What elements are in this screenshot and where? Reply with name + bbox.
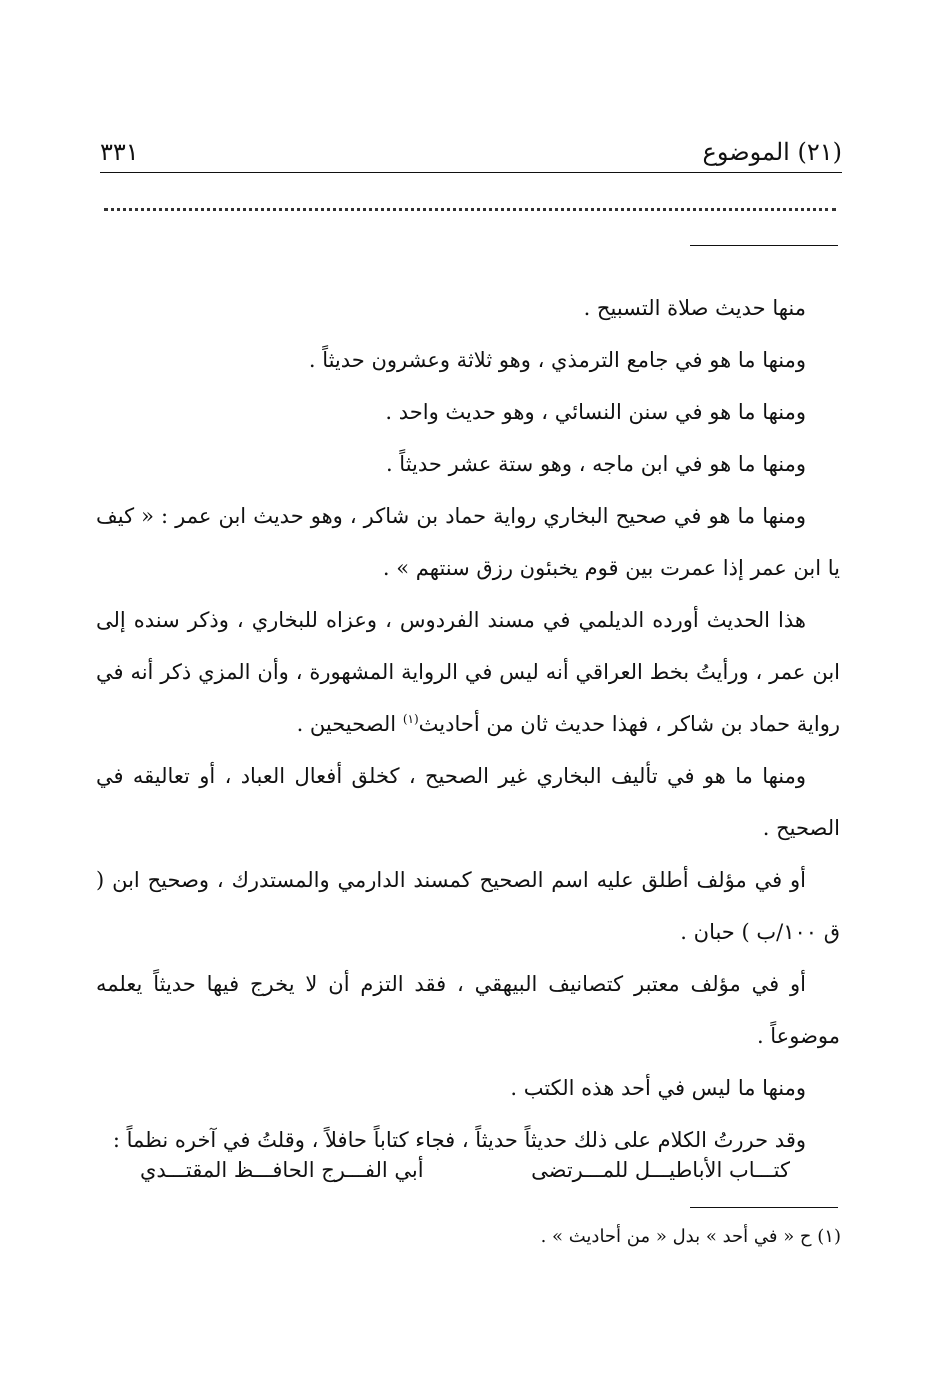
paragraph-6-end: الصحيحين . [296,712,403,736]
paragraph-7: ومنها ما هو في تأليف البخاري غير الصحيح ، كخلق أفعال العباد ، أو تعاليقه في الصحيح . [96,764,840,840]
running-header [100,138,842,174]
verse-second-hemistich: أبي الفـــرج الحافـــظ المقتـــدي [140,1158,424,1182]
paragraph-2: ومنها ما هو في جامع الترمذي ، وهو ثلاثة وعشرون حديثاً . [308,348,806,372]
paragraph-8: أو في مؤلف أطلق عليه اسم الصحيح كمسند الدارمي والمستدرك ، وصحيح ابن ( ق ١٠٠/ب ) حبان . [96,868,840,944]
paragraph-1: منها حديث صلاة التسبيح . [583,296,806,320]
header-rule [100,172,842,173]
paragraph-6-text: هذا الحديث أورده الديلمي في مسند الفردوس ، وعزاه للبخاري ، وذكر سنده إلى ابن عمر ، ورأيتُ بخط العراقي أنه ليس في الرواية المشهورة ، وأن المزي ذكر أنه في رواية حماد بن شاكر ، فهذا حديث ثان من أحاديث [96,608,840,736]
footnote: (١) ح « في أحد » بدل « من أحاديث » . [540,1226,841,1247]
paragraph-3: ومنها ما هو في سنن النسائي ، وهو حديث واحد . [385,400,806,424]
page-number: ٣٣١ [100,138,139,166]
paragraph-4: ومنها ما هو في ابن ماجه ، وهو ستة عشر حديثاً . [385,452,806,476]
paragraph-9: أو في مؤلف معتبر كتصانيف البيهقي ، فقد التزم أن لا يخرج فيها حديثاً يعلمه موضوعاً . [96,972,840,1048]
section-rule [690,245,838,246]
paragraph-6 [96,594,840,750]
footnote-rule [690,1207,838,1208]
verse-first-hemistich: كتـــاب الأباطيـــل للمـــرتضى [531,1158,790,1182]
paragraph-11: وقد حررتُ الكلام على ذلك حديثاً حديثاً ، فجاء كتاباً حافلاً ، وقلتُ في آخره نظماً : [112,1128,806,1152]
main-text [96,282,840,1166]
footnote-marker: (١) [402,712,419,726]
ellipsis-dotted-line [104,208,836,211]
paragraph-10: ومنها ما ليس في أحد هذه الكتب . [510,1076,806,1100]
chapter-title: (٢١) الموضوع [702,138,842,166]
paragraph-5: ومنها ما هو في صحيح البخاري رواية حماد بن شاكر ، وهو حديث ابن عمر : « كيف يا ابن عمر إذا عمرت بين قوم يخبئون رزق سنتهم » . [96,504,840,580]
poem-verse [140,1158,790,1198]
